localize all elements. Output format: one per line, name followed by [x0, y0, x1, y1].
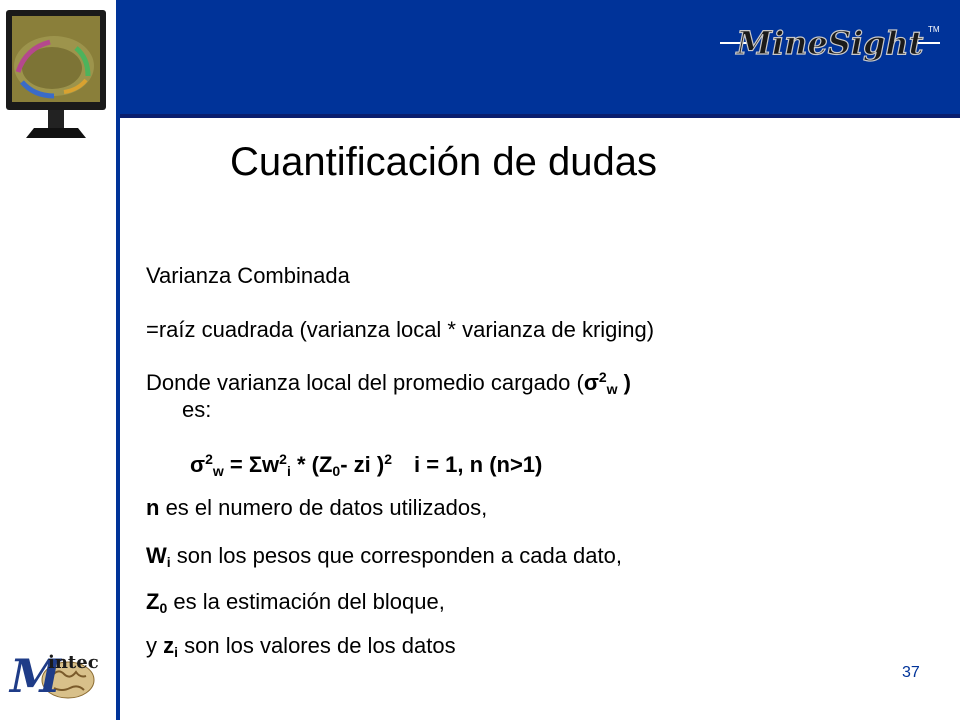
formula-line: $\sigma^2_w = \Sigma w^2_i * (Z_0-$ zi )$^2$ i = 1, n (n>1) — [190, 451, 543, 479]
mintec-logo-text: intec — [48, 652, 99, 673]
mintec-logo — [8, 646, 112, 704]
line-donde: Donde varianza local del promedio cargado ($\sigma^2_w$ ) — [146, 369, 632, 397]
line-es: es: — [182, 397, 212, 422]
line-raiz: =raíz cuadrada (varianza local * varianza de kriging) — [146, 317, 655, 342]
line-zi: y $z_i$ son los valores de los datos — [146, 633, 456, 660]
slide-title: Cuantificación de dudas — [230, 140, 657, 184]
minesight-logo — [720, 14, 940, 70]
line-wi: $W_i$ son los pesos que corresponden a cada dato, — [146, 543, 622, 570]
trademark-mark: TM — [928, 25, 940, 34]
header-shadow — [120, 114, 960, 118]
rail-divider — [116, 0, 120, 720]
minesight-logo-text: MineSight — [736, 24, 924, 62]
line-n: n es el numero de datos utilizados, — [146, 495, 488, 520]
svg-text:M: M — [10, 649, 61, 703]
line-z0: $Z_0$ es la estimación del bloque, — [146, 589, 445, 616]
page-number: 37 — [902, 664, 920, 681]
monitor-icon — [4, 8, 108, 144]
line-varianza: Varianza Combinada — [146, 263, 350, 288]
